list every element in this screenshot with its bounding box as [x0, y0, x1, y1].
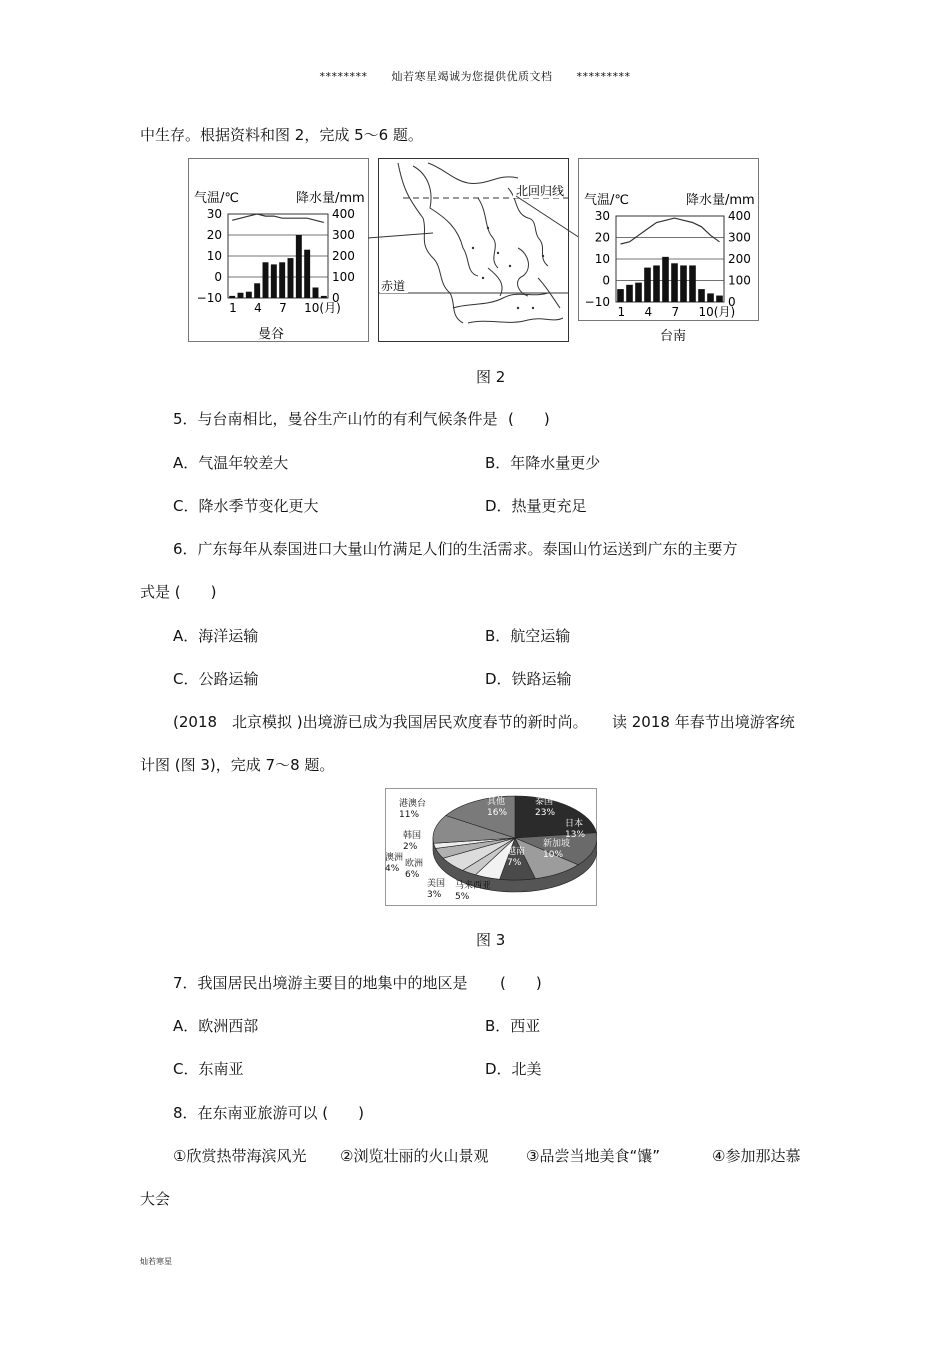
passage-line2: 计图 (图 3)，完成 7～8 题。	[140, 756, 335, 774]
right-precip-label: 降水量/mm	[686, 193, 755, 208]
pie-label: 欧洲	[405, 859, 424, 869]
passage-line1a: (2018 北京模拟 )出境游已成为我国居民欢度春节的新时尚。	[173, 713, 588, 731]
pie-value-label: 7%	[507, 858, 522, 868]
precip-bar	[313, 288, 319, 299]
pie-label: 泰国	[535, 797, 554, 807]
pie-value-label: 6%	[405, 870, 420, 880]
precip-bar	[707, 293, 714, 302]
figure-3-caption: 图 3	[476, 931, 506, 949]
pie-label: 澳洲	[385, 853, 404, 863]
q8-item-2: ②浏览壮丽的火山景观	[340, 1147, 489, 1165]
month-tick-label: 4	[254, 301, 262, 315]
figure-2-caption: 图 2	[476, 368, 506, 386]
precip-bar	[304, 250, 310, 298]
month-tick-label: 10(月)	[304, 301, 341, 315]
precip-bar	[288, 258, 294, 298]
q7-option-b: B．西亚	[485, 1017, 541, 1035]
equator-label: 赤道	[381, 279, 406, 293]
temp-tick-label: −10	[584, 295, 610, 309]
precip-bar	[617, 289, 624, 302]
temp-tick-label: 10	[594, 252, 610, 266]
precip-bar	[635, 283, 642, 302]
precip-tick-label: 200	[332, 249, 355, 263]
q7-option-a: A．欧洲西部	[173, 1017, 259, 1035]
pie-label: 马来西亚	[455, 881, 492, 891]
precip-tick-label: 100	[728, 273, 751, 288]
precip-tick-label: 300	[728, 230, 751, 245]
precip-bar	[680, 265, 687, 302]
q6-option-d: D．铁路运输	[485, 670, 572, 688]
q5-option-d: D．热量更充足	[485, 497, 587, 515]
page-header	[0, 68, 950, 84]
pie-label: 韩国	[403, 831, 422, 841]
precip-bar	[271, 264, 277, 298]
q8-item-1: ①欣赏热带海滨风光	[173, 1147, 307, 1165]
temp-tick-label: 0	[214, 270, 222, 284]
precip-bar	[653, 265, 660, 302]
month-tick-label: 1	[617, 305, 626, 319]
precip-bar	[698, 289, 705, 302]
month-tick-label: 4	[644, 305, 653, 319]
q7-option-d: D．北美	[485, 1060, 542, 1078]
pie-value-label: 2%	[403, 842, 418, 852]
left-temp-label: 气温/℃	[194, 191, 239, 206]
header-title: 灿若寒星竭诚为您提供优质文档	[391, 70, 553, 83]
right-city: 台南	[660, 329, 687, 344]
precip-bar	[263, 262, 269, 298]
precip-tick-label: 100	[332, 270, 355, 284]
precip-tick-label: 0	[332, 291, 340, 305]
pie-label: 越南	[507, 847, 526, 857]
q6-option-b: B．航空运输	[485, 627, 571, 645]
left-city: 曼谷	[258, 327, 285, 342]
precip-bar	[644, 268, 651, 302]
q8-stem: 8．在东南亚旅游可以 ( )	[173, 1104, 365, 1122]
pie-label: 其他	[487, 797, 506, 807]
precip-bar	[296, 235, 302, 298]
precip-bar	[626, 285, 633, 302]
tropic-label: 北回归线	[516, 184, 565, 198]
precip-bar	[229, 296, 235, 298]
pie-value-label: 10%	[543, 850, 564, 860]
q5-stem: 5．与台南相比，曼谷生产山竹的有利气候条件是	[173, 410, 498, 428]
precip-bar	[279, 262, 285, 298]
left-precip-label: 降水量/mm	[296, 191, 365, 206]
month-tick-label: 7	[279, 301, 287, 315]
q5-option-c: C．降水季节变化更大	[173, 497, 319, 515]
right-temp-label: 气温/℃	[584, 193, 629, 208]
precip-bar	[716, 296, 723, 302]
pie-value-label: 13%	[565, 830, 586, 840]
pie-value-label: 4%	[385, 864, 400, 874]
precip-bar	[662, 257, 669, 302]
temp-tick-label: 10	[206, 249, 222, 263]
q7-paren: ( )	[500, 974, 542, 992]
temp-tick-label: 20	[594, 230, 610, 245]
month-tick-label: 1	[229, 301, 237, 315]
intro-line: 中生存。根据资料和图 2，完成 5～6 题。	[140, 126, 423, 144]
temp-tick-label: 0	[602, 273, 610, 288]
q8-item-3: ③品尝当地美食“馕”	[526, 1147, 660, 1165]
header-stars-left: ********	[319, 70, 368, 83]
q7-option-c: C．东南亚	[173, 1060, 244, 1078]
temp-tick-label: 30	[594, 209, 610, 223]
pie-value-label: 11%	[399, 810, 420, 820]
pie-label: 港澳台	[399, 799, 427, 809]
q6-stem-line2: 式是 ( )	[140, 583, 217, 601]
precip-tick-label: 400	[332, 207, 355, 221]
figure-2	[188, 158, 760, 344]
pie-value-label: 5%	[455, 892, 470, 902]
month-tick-label: 10(月)	[698, 305, 736, 319]
pie-value-label: 16%	[487, 808, 508, 818]
q7-stem: 7．我国居民出境游主要目的地集中的地区是	[173, 974, 468, 992]
q5-option-b: B．年降水量更少	[485, 454, 601, 472]
pie-label: 美国	[427, 879, 446, 889]
precip-bar	[246, 292, 252, 298]
precip-bar	[321, 296, 327, 298]
header-stars-right: *********	[576, 70, 631, 83]
temp-tick-label: 20	[206, 228, 222, 242]
precip-bar	[671, 263, 678, 302]
precip-bar	[689, 265, 696, 302]
q6-option-a: A．海洋运输	[173, 627, 259, 645]
q6-option-c: C．公路运输	[173, 670, 259, 688]
q8-item-4: ④参加那达慕	[712, 1147, 801, 1165]
q6-stem-line1: 6．广东每年从泰国进口大量山竹满足人们的生活需求。泰国山竹运送到广东的主要方	[173, 540, 738, 558]
precip-tick-label: 0	[728, 295, 736, 309]
precip-bar	[254, 283, 260, 298]
pie-label: 日本	[565, 819, 584, 829]
pie-label: 新加坡	[543, 839, 571, 849]
page-footer: 灿若寒星	[140, 1257, 172, 1266]
passage-line1b: 读 2018 年春节出境游客统	[612, 713, 795, 731]
temp-tick-label: 30	[206, 207, 222, 221]
pie-value-label: 3%	[427, 890, 442, 900]
precip-tick-label: 300	[332, 228, 355, 242]
q8-continuation: 大会	[140, 1190, 171, 1208]
figure-3-pie-chart	[385, 788, 597, 906]
precip-tick-label: 200	[728, 252, 751, 266]
pie-value-label: 23%	[535, 808, 556, 818]
temp-tick-label: −10	[196, 291, 222, 305]
q5-option-a: A．气温年较差大	[173, 454, 289, 472]
q5-paren: ( )	[508, 410, 550, 428]
precip-bar	[238, 293, 244, 298]
month-tick-label: 7	[671, 305, 680, 319]
precip-tick-label: 400	[728, 209, 751, 223]
